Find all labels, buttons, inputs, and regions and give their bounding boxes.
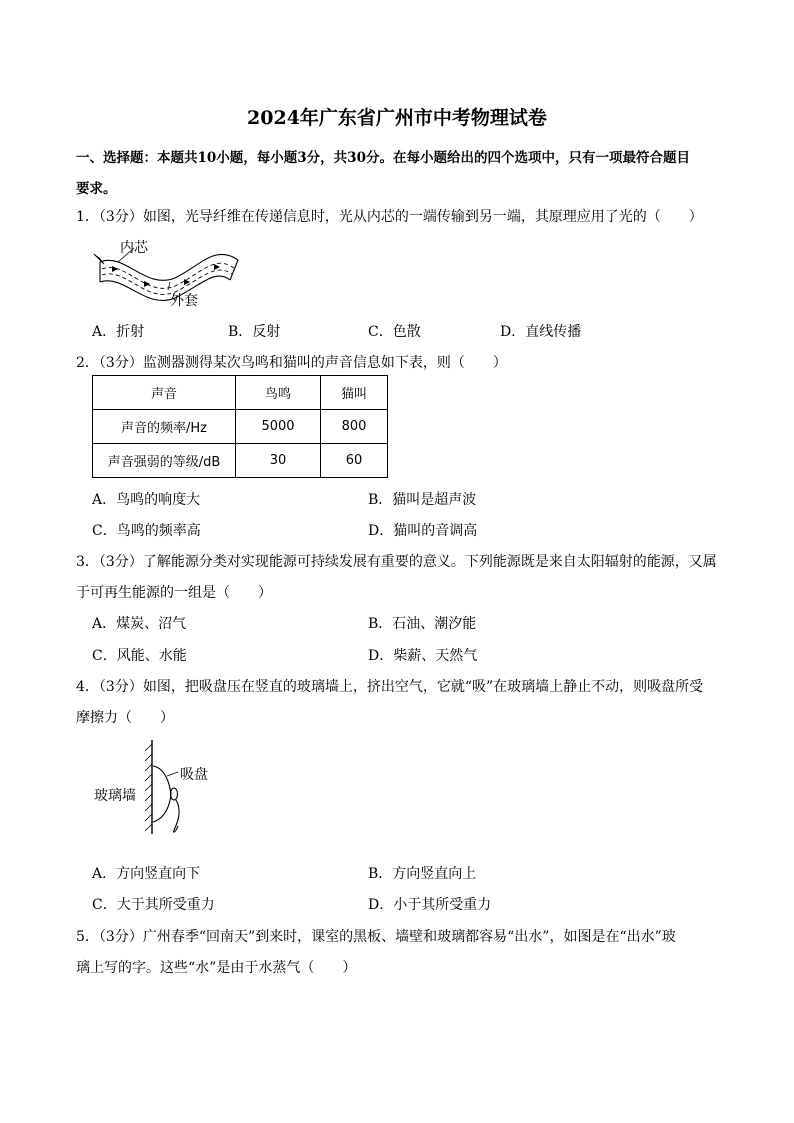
q4-option-c[interactable]: C．大于其所受重力 [92, 897, 215, 913]
suction-cup-figure [138, 738, 208, 838]
sheath-leader-line [168, 282, 170, 290]
section-heading-line1: 一、选择题：本题共10小题，每小题3分，共30分。在每小题给出的四个选项中，只有一项最符合题目 [76, 150, 690, 166]
label-inner-core: 内芯 [120, 240, 148, 256]
question-3-stem-line2: 于可再生能源的一组是（ ） [76, 585, 272, 601]
label-outer-sheath: 外套 [170, 293, 198, 309]
question-2-stem: 2．（3分）监测器测得某次鸟鸣和猫叫的声音信息如下表，则（ ） [76, 355, 507, 371]
glass-wall-hatching [145, 740, 152, 834]
q1-option-a[interactable]: A．折射 [92, 324, 145, 340]
q4-option-a[interactable]: A．方向竖直向下 [92, 866, 201, 882]
table-cell: 800 [321, 410, 388, 444]
q3-option-b[interactable]: B．石油、潮汐能 [368, 616, 477, 632]
section-heading-line2: 要求。 [76, 181, 117, 197]
q1-option-b[interactable]: B．反射 [228, 324, 281, 340]
table-cell: 30 [236, 444, 321, 478]
table-header-cell: 声音 [93, 376, 236, 410]
question-3-stem-line1: 3．（3分）了解能源分类对实现能源可持续发展有重要的意义。下列能源既是来自太阳辐射的能源，又属 [76, 554, 717, 570]
table-header-row [93, 376, 388, 410]
q3-option-d[interactable]: D．柴薪、天然气 [368, 648, 478, 664]
table-cell: 声音强弱的等级/dB [93, 444, 236, 478]
label-suction-cup: 吸盘 [180, 767, 208, 783]
table-header-cell: 鸟鸣 [236, 376, 321, 410]
q1-option-c[interactable]: C．色散 [368, 324, 421, 340]
sound-info-table [92, 375, 388, 478]
question-4-stem-line1: 4．（3分）如图，把吸盘压在竖直的玻璃墙上，挤出空气，它就“吸”在玻璃墙上静止不动，则吸盘所受 [76, 679, 704, 695]
table-cell: 声音的频率/Hz [93, 410, 236, 444]
table-header-cell: 猫叫 [321, 376, 388, 410]
question-5-stem-line2: 璃上写的字。这些“水”是由于水蒸气（ ） [76, 960, 357, 976]
q3-option-c[interactable]: C．风能、水能 [92, 648, 187, 664]
q4-option-d[interactable]: D．小于其所受重力 [368, 897, 492, 913]
q4-option-b[interactable]: B．方向竖直向上 [368, 866, 477, 882]
table-row [93, 444, 388, 478]
table-row [93, 410, 388, 444]
q3-option-a[interactable]: A．煤炭、沼气 [92, 616, 187, 632]
question-5-stem-line1: 5．（3分）广州春季“回南天”到来时，课室的黑板、墙壁和玻璃都容易“出水”，如图是在“出水”玻 [76, 929, 676, 945]
question-4-stem-line2: 摩擦力（ ） [76, 710, 174, 726]
q2-option-c[interactable]: C．鸟鸣的频率高 [92, 523, 201, 539]
table-cell: 60 [321, 444, 388, 478]
q2-option-d[interactable]: D．猫叫的音调高 [368, 523, 478, 539]
label-glass-wall: 玻璃墙 [94, 788, 136, 804]
suction-cup-shape [153, 766, 179, 832]
q2-option-a[interactable]: A．鸟鸣的响度大 [92, 492, 201, 508]
q1-option-d[interactable]: D．直线传播 [500, 324, 582, 340]
question-1-stem: 1．（3分）如图，光导纤维在传递信息时，光从内芯的一端传输到另一端，其原理应用了光的（ ） [76, 209, 703, 225]
table-cell: 5000 [236, 410, 321, 444]
cup-leader-line [167, 772, 178, 776]
page-title: 2024年广东省广州市中考物理试卷 [247, 107, 547, 129]
q2-option-b[interactable]: B．猫叫是超声波 [368, 492, 477, 508]
